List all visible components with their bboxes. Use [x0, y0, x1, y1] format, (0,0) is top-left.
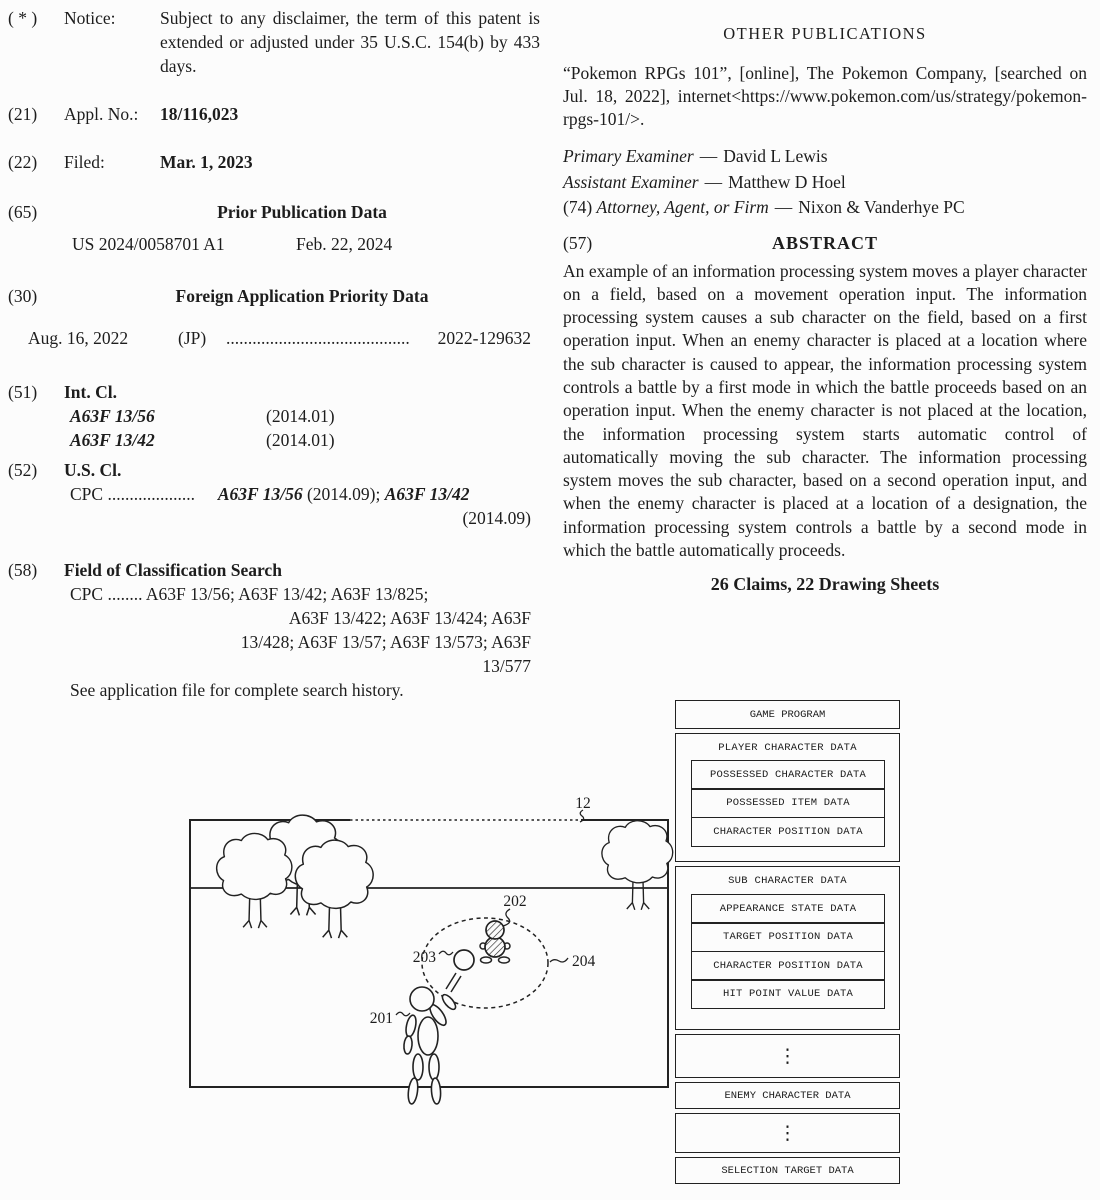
- game-program-box: [675, 700, 900, 729]
- int-cl-row: [8, 428, 540, 452]
- us-cl-heading-row: [8, 458, 540, 482]
- publication-date: Feb. 22, 2024: [296, 234, 393, 254]
- notice-text: Subject to any disclaimer, the term of this patent is extended or adjusted under 35 U.S.C. 154(b) by 433 days.: [160, 8, 540, 76]
- game-scene-figure: [175, 790, 685, 1200]
- filed-value: Mar. 1, 2023: [160, 152, 253, 172]
- priority-country: (JP): [178, 328, 207, 348]
- selection-target-data-label: SELECTION TARGET DATA: [721, 1164, 854, 1177]
- publication-number: US 2024/0058701 A1: [72, 234, 225, 254]
- label-203: 203: [412, 949, 436, 966]
- reference-labels: [370, 795, 596, 1027]
- foreign-priority-heading: Foreign Application Priority Data: [175, 286, 429, 306]
- claims-line: 26 Claims, 22 Drawing Sheets: [710, 574, 940, 595]
- cpc-class: A63F 13/42: [384, 484, 470, 504]
- int-cl-class: A63F 13/42: [70, 430, 155, 450]
- int-cl-heading: Int. Cl.: [64, 382, 117, 402]
- us-cl-cpc-line: [8, 482, 540, 506]
- field-search-line: 13/428; A63F 13/57; A63F 13/573; A63F: [240, 632, 531, 652]
- cpc-class: A63F 13/56: [217, 484, 303, 504]
- int-cl-heading-row: [8, 380, 540, 404]
- enemy-character-data-box: [675, 1082, 900, 1109]
- assistant-examiner-name: Matthew D Hoel: [728, 171, 846, 192]
- bibliographic-right-column: [563, 14, 1087, 596]
- appl-no-label: Appl. No.:: [64, 104, 139, 124]
- foreign-priority-heading-row: [8, 284, 540, 308]
- citation-text: “Pokemon RPGs 101”, [online], The Pokemon Company, [searched on Jul. 18, 2022], internet<https://www.pokemon.com/us/strategy/pokemon-rpgs-101/>.: [563, 63, 1087, 129]
- primary-examiner-label: Primary Examiner: [563, 146, 694, 166]
- primary-examiner-name: David L Lewis: [723, 146, 828, 166]
- attorney-name: Nixon & Vanderhye PC: [798, 197, 965, 217]
- em-dash: —: [699, 146, 718, 166]
- notice-label: Notice:: [64, 8, 116, 28]
- priority-number: 2022-129632: [437, 328, 531, 348]
- player-character-data-label: PLAYER CHARACTER DATA: [718, 741, 857, 754]
- field-search-heading: Field of Classification Search: [64, 560, 282, 580]
- label-204: 204: [572, 953, 596, 970]
- tree-group: [217, 815, 673, 938]
- character-position-data-box: CHARACTER POSITION DATA: [691, 817, 885, 847]
- possessed-character-data-box: POSSESSED CHARACTER DATA: [691, 760, 885, 790]
- character-position-data-box: CHARACTER POSITION DATA: [691, 951, 885, 981]
- int-cl-version: (2014.01): [266, 430, 335, 450]
- prior-pub-heading: Prior Publication Data: [217, 202, 387, 222]
- field-search-line: CPC ........ A63F 13/56; A63F 13/42; A63F 13/825;: [70, 584, 429, 604]
- label-202: 202: [503, 893, 527, 910]
- assistant-examiner-label: Assistant Examiner: [563, 171, 699, 192]
- foreign-priority-line: [8, 326, 540, 350]
- filed-code: (22): [8, 152, 38, 172]
- us-cl-continuation: (2014.09): [462, 508, 531, 528]
- selection-target-data-box: [675, 1157, 900, 1184]
- foreign-priority-code: (30): [8, 286, 38, 306]
- attorney-line: [563, 195, 1087, 221]
- appl-no-value: 18/116,023: [160, 104, 239, 124]
- int-cl-version: (2014.01): [266, 406, 335, 426]
- sub-character-data-label: SUB CHARACTER DATA: [728, 874, 847, 887]
- prior-pub-code: (65): [8, 202, 38, 222]
- abstract-code: (57): [563, 232, 593, 253]
- sub-character-data-box: [675, 866, 900, 1030]
- appearance-state-data-box: APPEARANCE STATE DATA: [691, 894, 885, 924]
- field-search-line: 13/577: [482, 656, 531, 676]
- ellipsis-box: [675, 1034, 900, 1078]
- label-201: 201: [369, 1010, 393, 1027]
- int-cl-class: A63F 13/56: [70, 406, 155, 426]
- possessed-item-data-box: POSSESSED ITEM DATA: [691, 788, 885, 818]
- enemy-character-data-label: ENEMY CHARACTER DATA: [724, 1089, 851, 1102]
- sub-character-figure: [480, 921, 510, 963]
- field-search-code: (58): [8, 560, 38, 580]
- appl-no-row: [8, 102, 540, 126]
- filed-row: [8, 150, 540, 174]
- notice-row: [8, 6, 540, 78]
- assistant-examiner-line: [563, 170, 1087, 196]
- em-dash: —: [774, 197, 793, 217]
- abstract-heading: ABSTRACT: [771, 232, 879, 253]
- appl-no-code: (21): [8, 104, 38, 124]
- int-cl-row: [8, 404, 540, 428]
- priority-date: Aug. 16, 2022: [28, 328, 129, 348]
- search-history-note: See application file for complete search history.: [70, 680, 404, 700]
- memory-map-diagram: [675, 700, 903, 1184]
- field-search-heading-row: [8, 558, 540, 582]
- attorney-label: Attorney, Agent, or Firm: [596, 197, 769, 217]
- other-publications-heading: OTHER PUBLICATIONS: [723, 24, 927, 43]
- vertical-ellipsis: ⋮: [778, 1044, 797, 1067]
- primary-examiner-line: [563, 144, 1087, 170]
- prior-pub-heading-row: [8, 200, 540, 224]
- vertical-ellipsis: ⋮: [778, 1121, 797, 1144]
- ball-item: [446, 950, 474, 992]
- em-dash: —: [704, 171, 723, 192]
- int-cl-code: (51): [8, 382, 38, 402]
- label-12: 12: [575, 795, 591, 812]
- notice-code: ( * ): [8, 8, 38, 28]
- bibliographic-left-column: [8, 6, 540, 702]
- dot-leader: ....................: [107, 484, 195, 504]
- dot-leader: ..........................................: [226, 328, 410, 348]
- prior-pub-line: [8, 232, 540, 256]
- target-position-data-box: TARGET POSITION DATA: [691, 922, 885, 952]
- cpc-label: CPC: [70, 484, 104, 504]
- field-search-line: A63F 13/422; A63F 13/424; A63F: [288, 608, 531, 628]
- us-cl-code: (52): [8, 460, 38, 480]
- player-character-data-box: [675, 733, 900, 862]
- abstract-text: An example of an information processing system moves a player character on a field, based on a movement operation input. The information processing system causes a sub character on the field, based on a first operation input. When an enemy character is placed at a location where the sub character is caused to appear, the information processing system controls a battle by a first mode in which the battle proceeds based on an operation input. When the enemy character is not placed at the location, the information processing system starts automatic control of automatically moving the sub character. The information processing system moves the sub character, based on a second operation input, and when the enemy character is placed at a location of a designation, the information processing system controls a battle by a second mode in which the battle automatically proceeds.: [563, 260, 1087, 561]
- ellipsis-box: [675, 1113, 900, 1153]
- us-cl-heading: U.S. Cl.: [64, 460, 122, 480]
- hit-point-value-data-box: HIT POINT VALUE DATA: [691, 979, 885, 1009]
- game-program-label: GAME PROGRAM: [749, 708, 826, 721]
- cpc-version: (2014.09);: [306, 484, 385, 504]
- abstract-heading-row: [563, 232, 1087, 255]
- filed-label: Filed:: [64, 152, 105, 172]
- attorney-code: (74): [563, 197, 593, 217]
